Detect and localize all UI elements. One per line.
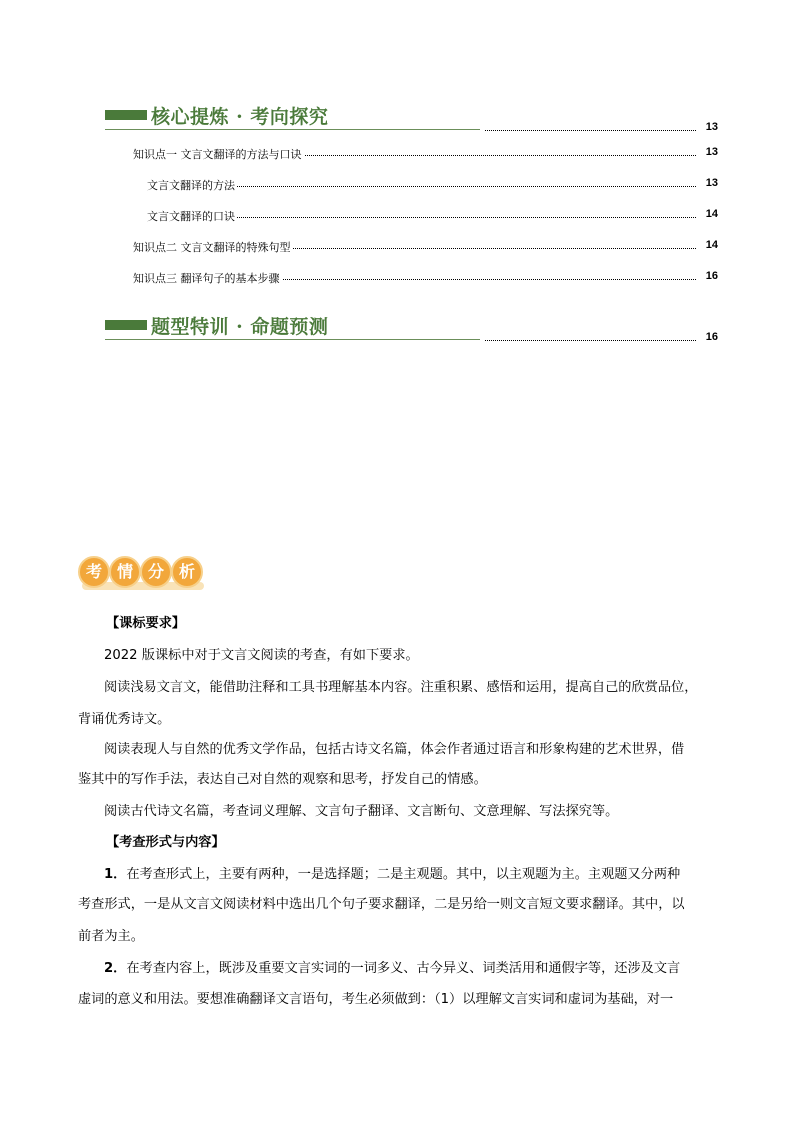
section-bar-icon [105, 320, 147, 330]
paragraph [104, 863, 680, 882]
toc-page-number: 14 [705, 239, 718, 251]
toc-item-label: 知识点一 文言文翻译的方法与口诀 [133, 148, 302, 161]
badge-char: 析 [171, 556, 203, 588]
toc-item-label: 知识点二 文言文翻译的特殊句型 [133, 241, 291, 254]
dot-leader [485, 340, 696, 341]
toc-item[interactable] [133, 146, 718, 162]
section-heading: 【课标要求】 [106, 616, 186, 631]
toc-page-number: 13 [705, 177, 718, 189]
paragraph: 背诵优秀诗文。 [78, 712, 171, 727]
toc-page-number: 14 [705, 208, 718, 220]
toc-page-number: 13 [705, 146, 718, 158]
dot-leader [485, 130, 696, 131]
toc-leader[interactable] [485, 121, 718, 135]
toc-leader[interactable] [485, 331, 718, 345]
paragraph: 2022 版课标中对于文言文阅读的考查，有如下要求。 [104, 648, 419, 663]
paragraph: 阅读古代诗文名篇，考查词义理解、文言句子翻译、文言断句、文意理解、写法探究等。 [104, 804, 619, 819]
paragraph: 阅读表现人与自然的优秀文学作品，包括古诗文名篇，体会作者通过语言和形象构建的艺术世界，借 [104, 742, 685, 757]
badge-char: 分 [140, 556, 172, 588]
toc-section-title: 核心提炼 · 考向探究 [151, 106, 329, 128]
list-number: 1． [104, 867, 127, 882]
toc-item[interactable] [133, 270, 718, 286]
toc-item[interactable] [147, 177, 718, 193]
toc-section-header-1 [105, 102, 480, 130]
paragraph: 前者为主。 [78, 929, 144, 944]
paragraph: 鉴其中的写作手法，表达自己对自然的观察和思考，抒发自己的情感。 [78, 772, 487, 787]
analysis-badge [78, 556, 208, 592]
paragraph: 考查形式，一是从文言文阅读材料中选出几个句子要求翻译，二是另给一则文言短文要求翻译。其中，以 [78, 897, 685, 912]
badge-char: 考 [78, 556, 110, 588]
toc-item-label: 文言文翻译的口诀 [147, 210, 235, 223]
toc-section-title: 题型特训 · 命题预测 [151, 316, 329, 338]
toc-page-number: 16 [705, 270, 718, 282]
paragraph: 阅读浅易文言文，能借助注释和工具书理解基本内容。注重积累、感悟和运用，提高自己的欣赏品位， [104, 680, 698, 695]
toc-page-number: 16 [705, 331, 718, 343]
toc-item[interactable] [147, 208, 718, 224]
list-number: 2． [104, 961, 127, 976]
section-bar-icon [105, 110, 147, 120]
toc-item[interactable] [133, 239, 718, 255]
section-heading: 【考查形式与内容】 [106, 835, 225, 850]
toc-item-label: 知识点三 翻译句子的基本步骤 [133, 272, 280, 285]
toc-page-number: 13 [705, 121, 718, 133]
divider [105, 339, 480, 340]
divider [105, 129, 480, 130]
paragraph-text: 在考查内容上，既涉及重要文言实词的一词多义、古今异义、词类活用和通假字等，还涉及文言 [126, 961, 681, 976]
badge-char: 情 [109, 556, 141, 588]
paragraph: 虚词的意义和用法。要想准确翻译文言语句，考生必须做到：（1）以理解文言实词和虚词为基础，对一 [78, 992, 674, 1007]
toc-section-header-2 [105, 312, 480, 340]
paragraph [104, 957, 680, 976]
paragraph-text: 在考查形式上，主要有两种，一是选择题；二是主观题。其中，以主观题为主。主观题又分两种 [126, 867, 681, 882]
toc-item-label: 文言文翻译的方法 [147, 179, 235, 192]
